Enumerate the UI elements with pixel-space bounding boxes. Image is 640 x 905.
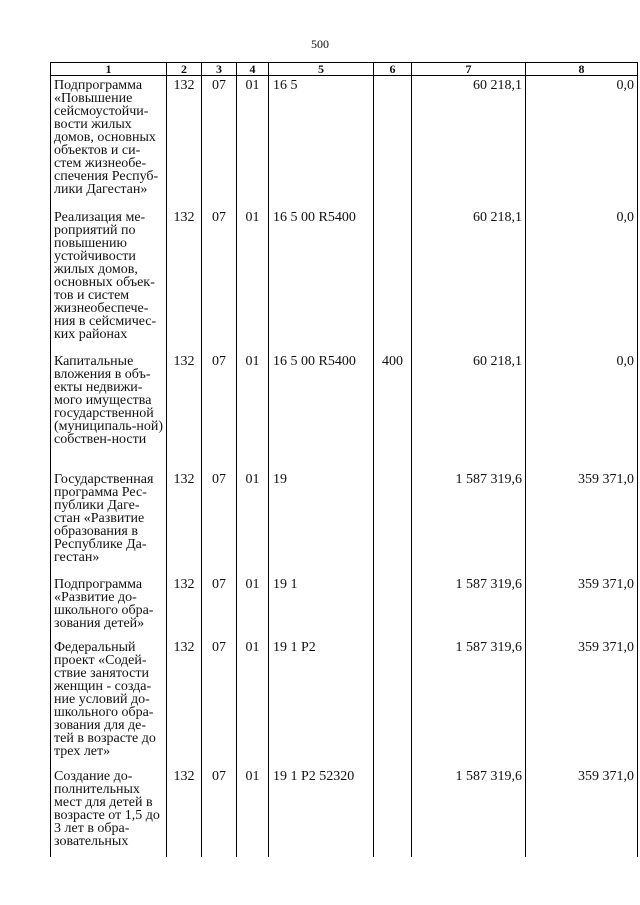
col-header-5: 5 [269, 63, 374, 76]
cell-col3: 07 [202, 470, 237, 575]
table-row [51, 575, 638, 638]
row-name: Федеральный проект «Содей-ствие занятости женщин - созда-ние условий до-школьного обра-зования для де-тей в возрасте до трех лет» [51, 638, 167, 767]
cell-col8: 359 371,0 [526, 638, 638, 767]
row-name: Реализация ме-роприятий по повышению устойчивости жилых домов, основных объек-тов и систем жизнеобеспече-ния в сейсмичес-ких районах [51, 208, 167, 352]
cell-col3: 07 [202, 76, 237, 208]
col-header-4: 4 [237, 63, 269, 76]
cell-col5: 19 1 P2 [269, 638, 374, 767]
cell-col8: 0,0 [526, 76, 638, 208]
cell-col4: 01 [237, 767, 269, 857]
col-header-3: 3 [202, 63, 237, 76]
row-name: Государственная программа Рес-публики Даге-стан «Развитие образования в Республике Да-гестан» [51, 470, 167, 575]
page-number: 500 [311, 37, 329, 51]
col-header-7: 7 [412, 63, 526, 76]
cell-col2: 132 [167, 638, 202, 767]
cell-col4: 01 [237, 638, 269, 767]
cell-col7: 1 587 319,6 [412, 470, 526, 575]
table-row [51, 76, 638, 208]
cell-col6 [374, 575, 412, 638]
row-name: Подпрограмма «Развитие до-школьного обра-зования детей» [51, 575, 167, 638]
table-row [51, 352, 638, 470]
budget-table [50, 62, 638, 857]
cell-col6 [374, 767, 412, 857]
cell-col6 [374, 76, 412, 208]
cell-col5: 16 5 00 R5400 [269, 352, 374, 470]
col-header-1: 1 [51, 63, 167, 76]
col-header-8: 8 [526, 63, 638, 76]
cell-col3: 07 [202, 575, 237, 638]
cell-col7: 1 587 319,6 [412, 575, 526, 638]
row-name: Создание до-полнительных мест для детей в возрасте от 1,5 до 3 лет в обра-зовательных [51, 767, 167, 857]
cell-col4: 01 [237, 76, 269, 208]
cell-col3: 07 [202, 638, 237, 767]
table-row [51, 470, 638, 575]
cell-col5: 19 1 [269, 575, 374, 638]
table-row [51, 767, 638, 857]
cell-col7: 60 218,1 [412, 208, 526, 352]
col-header-2: 2 [167, 63, 202, 76]
cell-col5: 19 [269, 470, 374, 575]
cell-col6 [374, 638, 412, 767]
cell-col4: 01 [237, 208, 269, 352]
cell-col7: 1 587 319,6 [412, 767, 526, 857]
cell-col4: 01 [237, 575, 269, 638]
row-name: Капитальные вложения в объ-екты недвижи-мого имущества государственной (муниципаль-ной) собствен-ности [51, 352, 167, 470]
cell-col2: 132 [167, 76, 202, 208]
table-row [51, 208, 638, 352]
cell-col8: 359 371,0 [526, 575, 638, 638]
cell-col4: 01 [237, 470, 269, 575]
cell-col3: 07 [202, 208, 237, 352]
cell-col3: 07 [202, 767, 237, 857]
cell-col2: 132 [167, 767, 202, 857]
cell-col5: 16 5 00 R5400 [269, 208, 374, 352]
cell-col8: 0,0 [526, 352, 638, 470]
cell-col3: 07 [202, 352, 237, 470]
table-row [51, 638, 638, 767]
cell-col4: 01 [237, 352, 269, 470]
cell-col7: 60 218,1 [412, 76, 526, 208]
cell-col6: 400 [374, 352, 412, 470]
cell-col2: 132 [167, 208, 202, 352]
cell-col7: 1 587 319,6 [412, 638, 526, 767]
cell-col7: 60 218,1 [412, 352, 526, 470]
header-row [51, 63, 638, 76]
cell-col5: 16 5 [269, 76, 374, 208]
cell-col2: 132 [167, 470, 202, 575]
cell-col5: 19 1 P2 52320 [269, 767, 374, 857]
cell-col2: 132 [167, 352, 202, 470]
cell-col6 [374, 208, 412, 352]
cell-col8: 0,0 [526, 208, 638, 352]
cell-col6 [374, 470, 412, 575]
cell-col8: 359 371,0 [526, 767, 638, 857]
cell-col2: 132 [167, 575, 202, 638]
cell-col8: 359 371,0 [526, 470, 638, 575]
row-name: Подпрограмма «Повышение сейсмоустойчи-вости жилых домов, основных объектов и си-стем жизнеобе-спечения Респуб-лики Дагестан» [51, 76, 167, 208]
col-header-6: 6 [374, 63, 412, 76]
